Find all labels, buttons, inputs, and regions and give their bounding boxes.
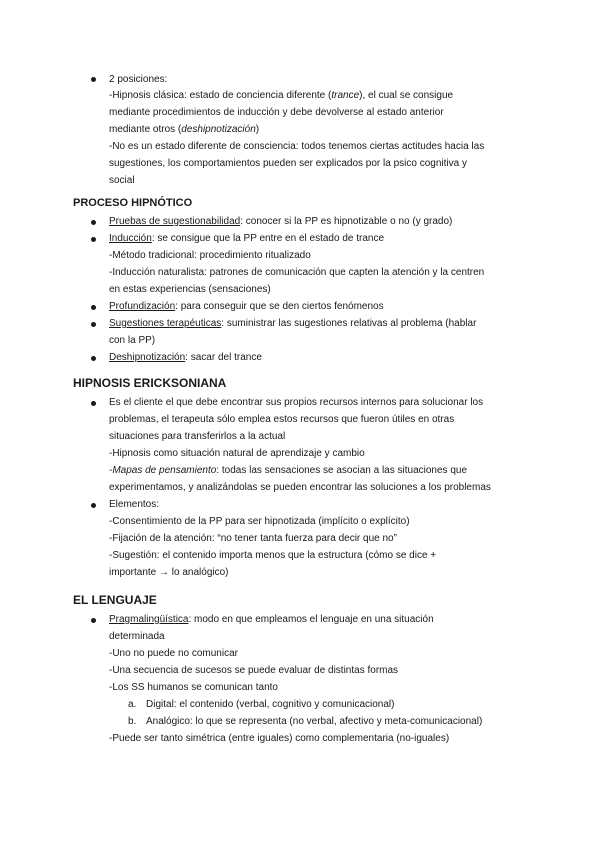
elementos-line-4: importante → lo analógico)	[109, 567, 229, 578]
induccion-line-2: -Inducción naturalista: patrones de comunicación que capten la atención y la centren	[109, 267, 485, 278]
intro-line-2: mediante procedimientos de inducción y debe devolverse al estado anterior	[109, 107, 444, 118]
intro-bullet: 2 posiciones:	[109, 74, 168, 85]
bullet-dot	[91, 305, 96, 310]
bullet-dot	[91, 503, 96, 508]
erickson-mapas-cont: experimentamos, y analizándolas se pueden encontrar las soluciones a los problemas	[109, 482, 491, 493]
sugestiones-cont: con la PP)	[109, 335, 156, 346]
elementos-line-1: -Consentimiento de la PP para ser hipnotizada (implícito o explícito)	[109, 516, 410, 527]
intro-line-6: social	[109, 175, 135, 186]
sublist-marker-a: a.	[128, 699, 137, 710]
erickson-mapas: -Mapas de pensamiento: todas las sensaciones se asocian a las situaciones que	[109, 465, 468, 476]
bullet-dot	[91, 220, 96, 225]
proceso-item-5: Deshipnotización: sacar del trance	[109, 352, 262, 363]
elementos-line-2: -Fijación de la atención: “no tener tanta fuerza para decir que no”	[109, 533, 397, 544]
bullet-dot	[91, 401, 96, 406]
proceso-item-4: Sugestiones terapéuticas: suministrar las sugestiones relativas al problema (hablar	[109, 318, 477, 329]
bullet-dot	[91, 356, 96, 361]
intro-line-4: -No es un estado diferente de consciencia: todos tenemos ciertas actitudes hacia las	[109, 141, 485, 152]
lenguaje-line-1: Pragmalingüística: modo en que empleamos el lenguaje en una situación	[109, 614, 434, 625]
sublist-marker-b: b.	[128, 716, 137, 727]
heading-lenguaje: EL LENGUAJE	[73, 593, 157, 607]
erickson-line-4: -Hipnosis como situación natural de aprendizaje y cambio	[109, 448, 365, 459]
elementos-label: Elementos:	[109, 499, 160, 510]
induccion-line-1: -Método tradicional: procedimiento ritualizado	[109, 250, 311, 261]
lenguaje-line-5: -Los SS humanos se comunican tanto	[109, 682, 278, 693]
elementos-line-3: -Sugestión: el contenido importa menos que la estructura (cómo se dice +	[109, 550, 437, 561]
sublist-item-a: Digital: el contenido (verbal, cognitivo y comunicacional)	[146, 699, 395, 710]
bullet-dot	[91, 237, 96, 242]
proceso-item-1: Pruebas de sugestionabilidad: conocer si la PP es hipnotizable o no (y grado)	[109, 216, 453, 227]
lenguaje-line-4: -Una secuencia de sucesos se puede evaluar de distintas formas	[109, 665, 399, 676]
bullet-dot	[91, 322, 96, 327]
lenguaje-line-2: determinada	[109, 631, 165, 642]
erickson-line-1: Es el cliente el que debe encontrar sus propios recursos internos para solucionar los	[109, 397, 484, 408]
intro-line-1: -Hipnosis clásica: estado de conciencia diferente (trance), el cual se consigue	[109, 90, 454, 101]
bullet-dot	[91, 618, 96, 623]
intro-line-3: mediante otros (deshipnotización)	[109, 124, 260, 135]
proceso-item-3: Profundización: para conseguir que se den ciertos fenómenos	[109, 301, 384, 312]
bullet-dot	[91, 77, 96, 82]
erickson-line-2: problemas, el terapeuta sólo emplea estos recursos que fueron útiles en otras	[109, 414, 455, 425]
lenguaje-line-3: -Uno no puede no comunicar	[109, 648, 238, 659]
induccion-line-3: en estas experiencias (sensaciones)	[109, 284, 271, 295]
intro-line-5: sugestiones, los comportamientos pueden ser explicados por la psico cognitiva y	[109, 158, 467, 169]
heading-ericksoniana: HIPNOSIS ERICKSONIANA	[73, 376, 227, 390]
proceso-item-2: Inducción: se consigue que la PP entre en el estado de trance	[109, 233, 385, 244]
lenguaje-last: -Puede ser tanto simétrica (entre iguales) como complementaria (no-iguales)	[109, 733, 450, 744]
erickson-line-3: situaciones para transferirlos a la actual	[109, 431, 286, 442]
sublist-item-b: Analógico: lo que se representa (no verbal, afectivo y meta-comunicacional)	[146, 716, 483, 727]
heading-proceso: PROCESO HIPNÓTICO	[73, 197, 193, 209]
